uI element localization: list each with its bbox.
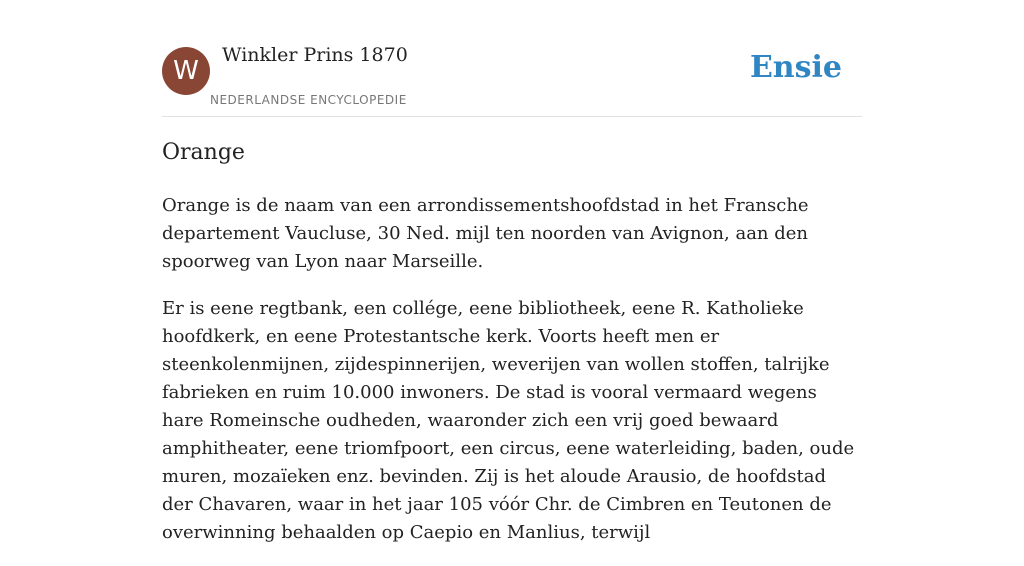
ensie-logo[interactable]: Ensie bbox=[749, 50, 842, 85]
source-title[interactable]: Winkler Prins 1870 bbox=[222, 44, 408, 66]
article-paragraph: Orange is de naam van een arrondissementshoofdstad in het Fransche departement Vaucluse, 30 Ned. mijl ten noorden van Avignon, aan den spoorweg van Lyon naar Marseille. bbox=[162, 195, 809, 272]
article-body bbox=[162, 192, 862, 566]
article-title: Orange bbox=[162, 140, 245, 165]
source-avatar[interactable]: W bbox=[162, 47, 210, 95]
source-subtitle: NEDERLANDSE ENCYCLOPEDIE bbox=[210, 93, 407, 107]
header bbox=[162, 0, 862, 117]
article-paragraph: Er is eene regtbank, een collége, eene bibliotheek, eene R. Katholieke hoofdkerk, en eene Protestantsche kerk. Voorts heeft men er steenkolenmijnen, zijdespinnerijen, weverijen van wollen stoffen, talrijke fabrieken en ruim 10.000 inwoners. De stad is vooral vermaard wegens hare Romeinsche oudheden, waaronder zich een vrij goed bewaard amphitheater, eene triomfpoort, een circus, eene waterleiding, baden, oude muren, mozaïeken enz. bevinden. Zij is het aloude Arausio, de hoofdstad der Chavaren, waar in het jaar 105 vóór Chr. de Cimbren en Teutonen de overwinning behaalden op Caepio en Manlius, terwijl bbox=[162, 298, 855, 543]
